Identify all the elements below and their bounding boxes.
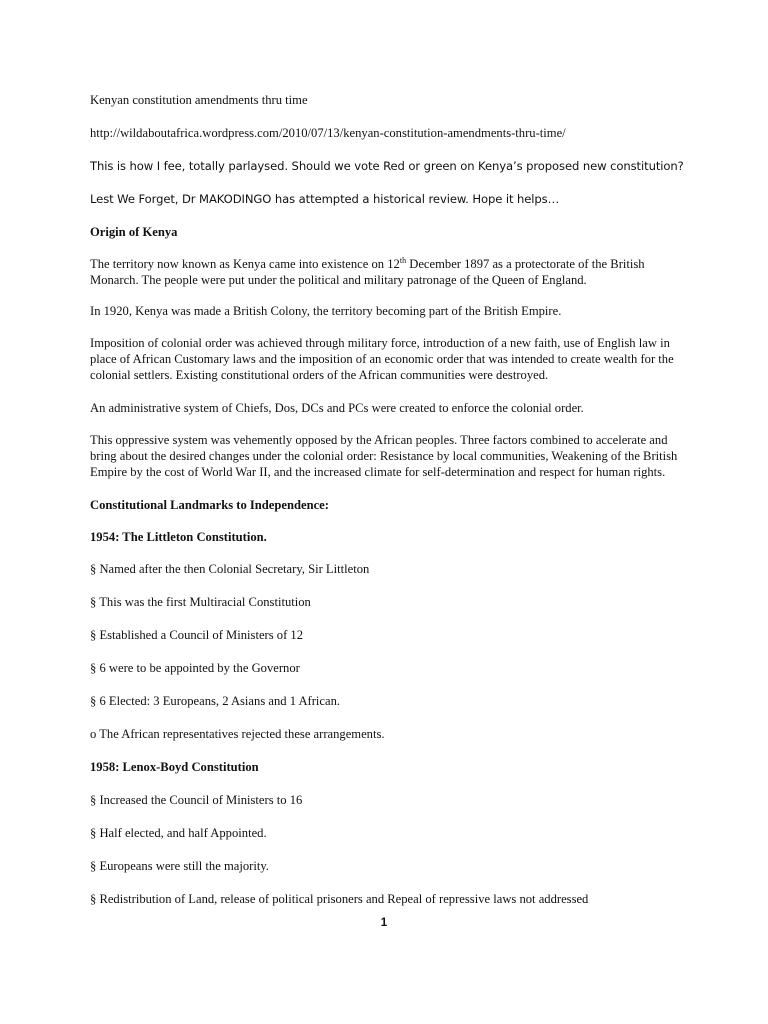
list-item: § Redistribution of Land, release of political prisoners and Repeal of repressive laws not addressed: [90, 892, 589, 906]
intro-line-1: This is how I fee, totally parlaysed. Should we vote Red or green on Kenya’s proposed new constitution?: [90, 159, 684, 173]
origin-paragraph-3: Imposition of colonial order was achieved through military force, introduction of a new faith, use of English law in place of African Customary laws and the imposition of an economic order that was intended to create wealth for the colonial settlers. Existing constitutional orders of the African communities were destroyed.: [90, 336, 674, 382]
heading-littleton-constitution: 1954: The Littleton Constitution.: [90, 530, 267, 544]
page-number: 1: [380, 917, 388, 929]
list-item: § Europeans were still the majority.: [90, 859, 269, 873]
document-title: Kenyan constitution amendments thru time: [90, 93, 308, 107]
heading-lenox-boyd-constitution: 1958: Lenox-Boyd Constitution: [90, 760, 259, 774]
list-item: § Half elected, and half Appointed.: [90, 826, 267, 840]
list-item: § 6 Elected: 3 Europeans, 2 Asians and 1 African.: [90, 694, 341, 708]
origin-p1-superscript: th: [399, 256, 407, 265]
origin-paragraph-1: [90, 257, 665, 289]
intro-line-2: Lest We Forget, Dr MAKODINGO has attempted a historical review. Hope it helps…: [90, 192, 560, 206]
list-item: § Named after the then Colonial Secretary, Sir Littleton: [90, 562, 370, 576]
origin-p1-text-a: The territory now known as Kenya came into existence on 12: [90, 257, 400, 271]
origin-paragraph-2: In 1920, Kenya was made a British Colony, the territory becoming part of the British Empire.: [90, 304, 562, 318]
list-item: § Established a Council of Ministers of 12: [90, 628, 304, 642]
origin-paragraph-5: This oppressive system was vehemently opposed by the African peoples. Three factors combined to accelerate and bring about the desired changes under the colonial order: Resistance by local communities, Weakening of the British Empire by the cost of World War II, and the increased climate for self-determination and respect for human rights.: [90, 433, 678, 479]
origin-p1-text-b: December 1897 as a protectorate of the British Monarch. The people were put under the political and military patronage of the Queen of England.: [90, 257, 645, 287]
source-url: http://wildaboutafrica.wordpress.com/2010/07/13/kenyan-constitution-amendments-thru-time/: [90, 126, 566, 140]
list-item: § Increased the Council of Ministers to 16: [90, 793, 303, 807]
heading-constitutional-landmarks: Constitutional Landmarks to Independence:: [90, 498, 329, 512]
list-item: § This was the first Multiracial Constitution: [90, 595, 311, 609]
list-item: o The African representatives rejected these arrangements.: [90, 727, 385, 741]
heading-origin-of-kenya: Origin of Kenya: [90, 225, 178, 239]
list-item: § 6 were to be appointed by the Governor: [90, 661, 300, 675]
origin-paragraph-4: An administrative system of Chiefs, Dos, DCs and PCs were created to enforce the colonial order.: [90, 401, 584, 415]
